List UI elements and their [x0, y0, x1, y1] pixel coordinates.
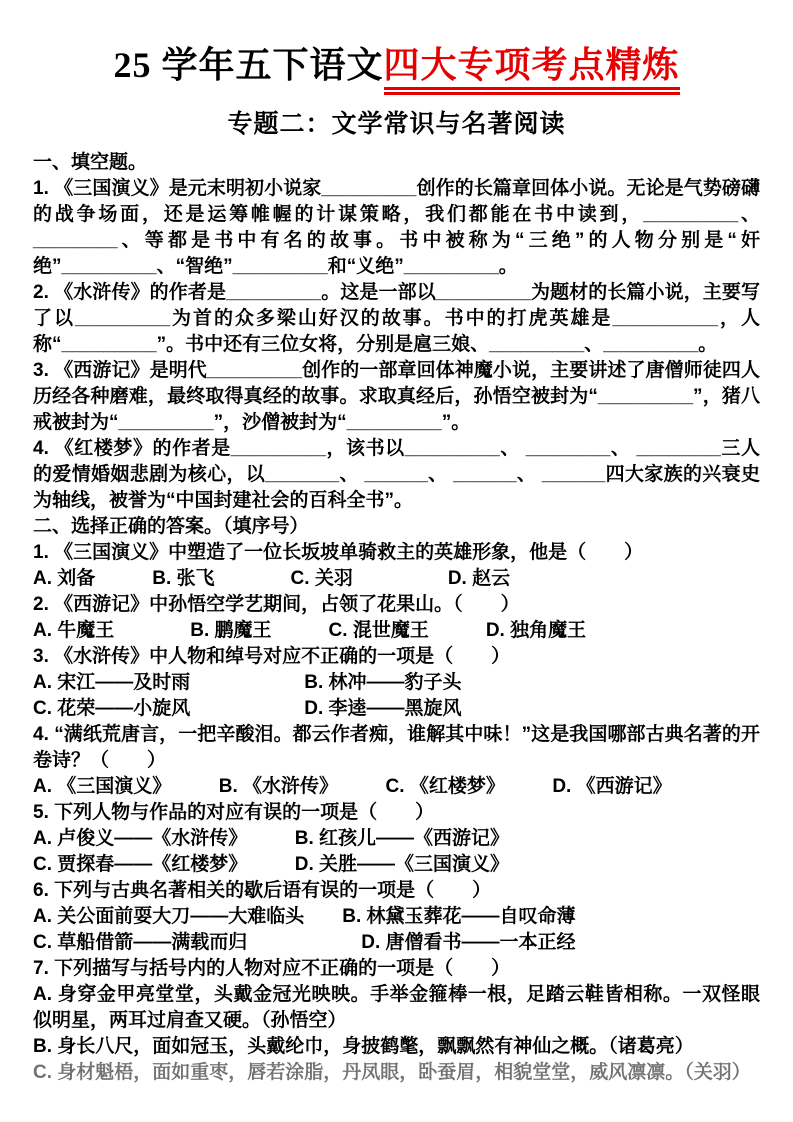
title-red-part: 四大专项考点精炼: [384, 44, 680, 95]
fill-in-item-2: 2. 《水浒传》的作者是_________。这是一部以_________为题材的长篇小说，主要写了以_________为首的众多梁山好汉的故事。书中的打虎英雄是__________，人称“_________”。书中还有三位女将，分别是扈三娘、_________、_________。: [33, 282, 760, 356]
question-line-1: 1. 《三国演义》中塑造了一位长坂坡单骑救主的英雄形象，他是（ ）: [33, 542, 644, 564]
option-line-2: A. 牛魔王 B. 鹏魔王 C. 混世魔王 D. 独角魔王: [33, 620, 587, 642]
fill-in-item-3: 3. 《西游记》是明代_________创作的一部章回体神魔小说，主要讲述了唐僧师徒四人历经各种磨难，最终取得真经的故事。求取真经后，孙悟空被封为“_________”，猪八戒被封为“_________”，沙僧被封为“_________”。: [33, 360, 760, 434]
option-line-7a: A. 身穿金甲亮堂堂，头戴金冠光映映。手举金箍棒一根，足踏云鞋皆相称。一双怪眼似明星，两耳过肩查又硬。（孙悟空）: [33, 984, 760, 1032]
question-line-5: 5. 下列人物与作品的对应有误的一项是（ ）: [33, 802, 435, 824]
fill-in-item-1: 1. 《三国演义》是元末明初小说家_________创作的长篇章回体小说。无论是气势磅礴的战争场面，还是运筹帷幄的计谋策略，我们都能在书中读到，_________、________、等都是书中有名的故事。书中被称为“三绝”的人物分别是“奸绝”_________、“智绝”_________和“义绝”_________。: [33, 178, 760, 278]
question-line-4: 4. “满纸荒唐言，一把辛酸泪。都云作者痴，谁解其中味！”这是我国哪部古典名著的开卷诗？（ ）: [33, 724, 760, 772]
question-line-2: 2. 《西游记》中孙悟空学艺期间，占领了花果山。（ ）: [33, 594, 520, 616]
worksheet-body: [33, 150, 760, 1084]
option-line-3ab: A. 宋江——及时雨 B. 林冲——豹子头: [33, 672, 462, 694]
option-line-5cd: C. 贾探春——《红楼梦》 D. 关胜——《三国演义》: [33, 854, 510, 876]
option-line-6ab: A. 关公面前耍大刀——大难临头 B. 林黛玉葬花——自叹命薄: [33, 906, 576, 928]
section2-heading: 二、选择正确的答案。（填序号）: [33, 516, 309, 538]
option-line-7b: B. 身长八尺，面如冠玉，头戴纶巾，身披鹤氅，飘飘然有神仙之概。（诸葛亮）: [33, 1036, 694, 1058]
section1-heading: 一、填空题。: [33, 152, 148, 174]
title-black-part: 25 学年五下语文: [113, 45, 384, 85]
page-subtitle: 专题二：文学常识与名著阅读: [227, 110, 566, 139]
question-line-3: 3. 《水浒传》中人物和绰号对应不正确的一项是（ ）: [33, 646, 511, 668]
page-title: [33, 44, 760, 95]
fill-in-item-4: 4. 《红楼梦》的作者是_________，该书以_________、 ________、 ________三人的爱情婚姻悲剧为核心，以_______、 ______、 ______、 ______四大家族的兴衰史为轴线，被誉为“中国封建社会的百科全书”。: [33, 438, 760, 512]
cutoff-option-line-7c: C. 身材魁梧，面如重枣，唇若涂脂，丹凤眼，卧蚕眉，相貌堂堂，威风凛凛。（关羽）: [33, 1062, 751, 1084]
option-line-6cd: C. 草船借箭——满载而归 D. 唐僧看书——一本正经: [33, 932, 576, 954]
question-line-6: 6. 下列与古典名著相关的歇后语有误的一项是（ ）: [33, 880, 492, 902]
option-line-4: A. 《三国演义》 B. 《水浒传》 C. 《红楼梦》 D. 《西游记》: [33, 776, 672, 798]
option-line-3cd: C. 花荣——小旋风 D. 李逵——黑旋风: [33, 698, 462, 720]
option-line-1: A. 刘备 B. 张飞 C. 关羽 D. 赵云: [33, 568, 511, 590]
option-line-5ab: A. 卢俊义——《水浒传》 B. 红孩儿——《西游记》: [33, 828, 510, 850]
question-line-7: 7. 下列描写与括号内的人物对应不正确的一项是（ ）: [33, 958, 511, 980]
